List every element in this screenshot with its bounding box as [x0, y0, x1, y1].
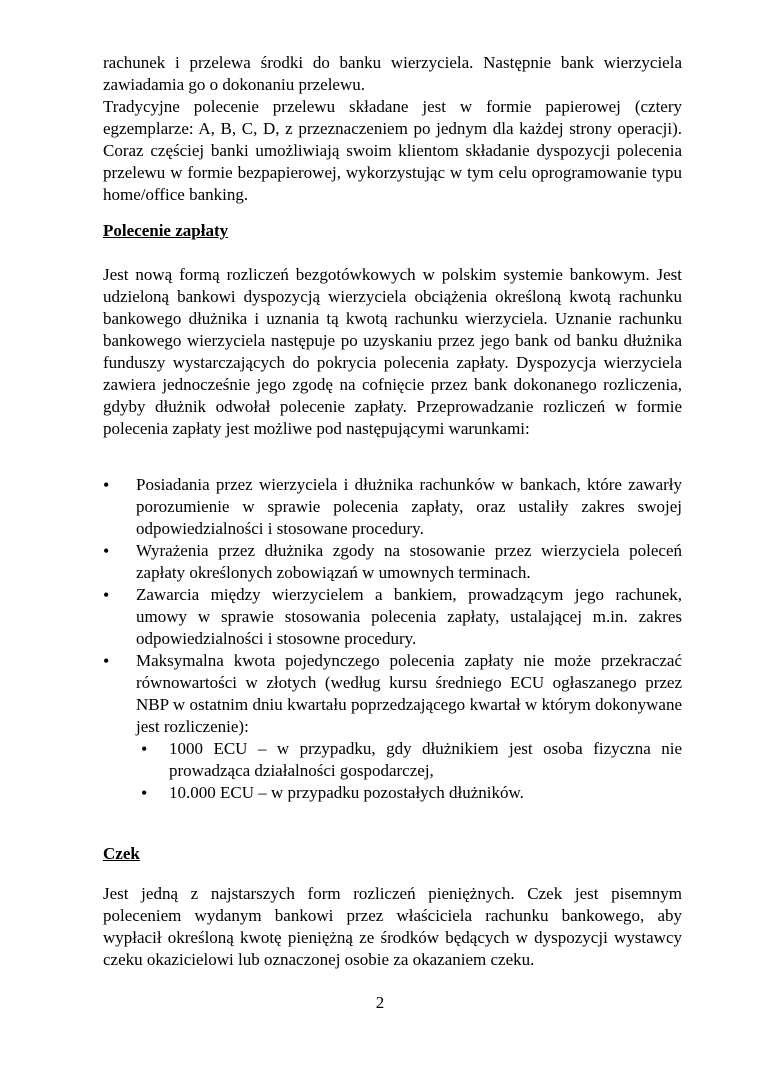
list-item: • 1000 ECU – w przypadku, gdy dłużnikiem jest osoba fizyczna nie prowadząca działalności gospodarczej, — [136, 738, 682, 782]
polecenie-zaplaty-paragraph: Jest nową formą rozliczeń bezgotówkowych w polskim systemie bankowym. Jest udzieloną bankowi dyspozycją wierzyciela obciążenia określoną kwotą rachunku bankowego dłużnika i uznania tą kwotą rachunku wierzyciela. Uznanie rachunku bankowego wierzyciela następuje po uzyskaniu przez jego bank od banku dłużnika funduszy wystarczających do pokrycia polecenia zapłaty. Dyspozycja wierzyciela zawiera jednocześnie jego zgodę na cofnięcie przez bank dokonanego rozliczenia, gdyby dłużnik odwołał polecenie zapłaty. Przeprowadzanie rozliczeń w formie polecenia zapłaty jest możliwe pod następującymi warunkami: — [103, 265, 682, 438]
page-number: 2 — [375, 993, 385, 1012]
intro-paragraph-1: rachunek i przelewa środki do banku wierzyciela. Następnie bank wierzyciela zawiadamia go o dokonaniu przelewu. — [103, 53, 682, 94]
list-item: • 10.000 ECU – w przypadku pozostałych dłużników. — [136, 782, 682, 804]
list-item: • Wyrażenia przez dłużnika zgody na stosowanie przez wierzyciela poleceń zapłaty określonych zobowiązań w umownych terminach. — [103, 540, 682, 584]
limits-list-container — [136, 738, 682, 804]
conditions-list — [103, 474, 682, 738]
czek-paragraph: Jest jedną z najstarszych form rozliczeń pieniężnych. Czek jest pisemnym poleceniem wydanym bankowi przez właściciela rachunku bankowego, aby wypłacił określoną kwotę pieniężną ze środków będących w dyspozycji wystawcy czeku okazicielowi lub oznaczonej osobie za okazaniem czeku. — [103, 884, 682, 969]
conditions-list-container — [103, 474, 682, 738]
section-heading-polecenie-zaplaty: Polecenie zapłaty — [103, 221, 229, 240]
intro-paragraph-2: Tradycyjne polecenie przelewu składane jest w formie papierowej (cztery egzemplarze: A, B, C, D, z przeznaczeniem po jednym dla każdej strony operacji). Coraz częściej banki umożliwiają swoim klientom składanie dyspozycji polecenia przelewu w formie bezpapierowej, wykorzystując w tym celu oprogramowanie typu home/office banking. — [103, 97, 682, 204]
list-item: • Maksymalna kwota pojedynczego polecenia zapłaty nie może przekraczać równowartości w złotych (według kursu średniego ECU ogłaszanego przez NBP w ostatnim dniu kwartału poprzedzającego kwartał w którym dokonywane jest rozliczenie): — [103, 650, 682, 738]
list-item: • Zawarcia między wierzycielem a bankiem, prowadzącym jego rachunek, umowy w sprawie stosowania polecenia zapłaty, ustalającej m.in. zakres odpowiedzialności i stosowne procedury. — [103, 584, 682, 650]
limits-list — [136, 738, 682, 804]
list-item: • Posiadania przez wierzyciela i dłużnika rachunków w bankach, które zawarły porozumienie w sprawie polecenia zapłaty, oraz ustaliły zakres swojej odpowiedzialności i stosowane procedury. — [103, 474, 682, 540]
section-heading-czek: Czek — [103, 844, 140, 863]
